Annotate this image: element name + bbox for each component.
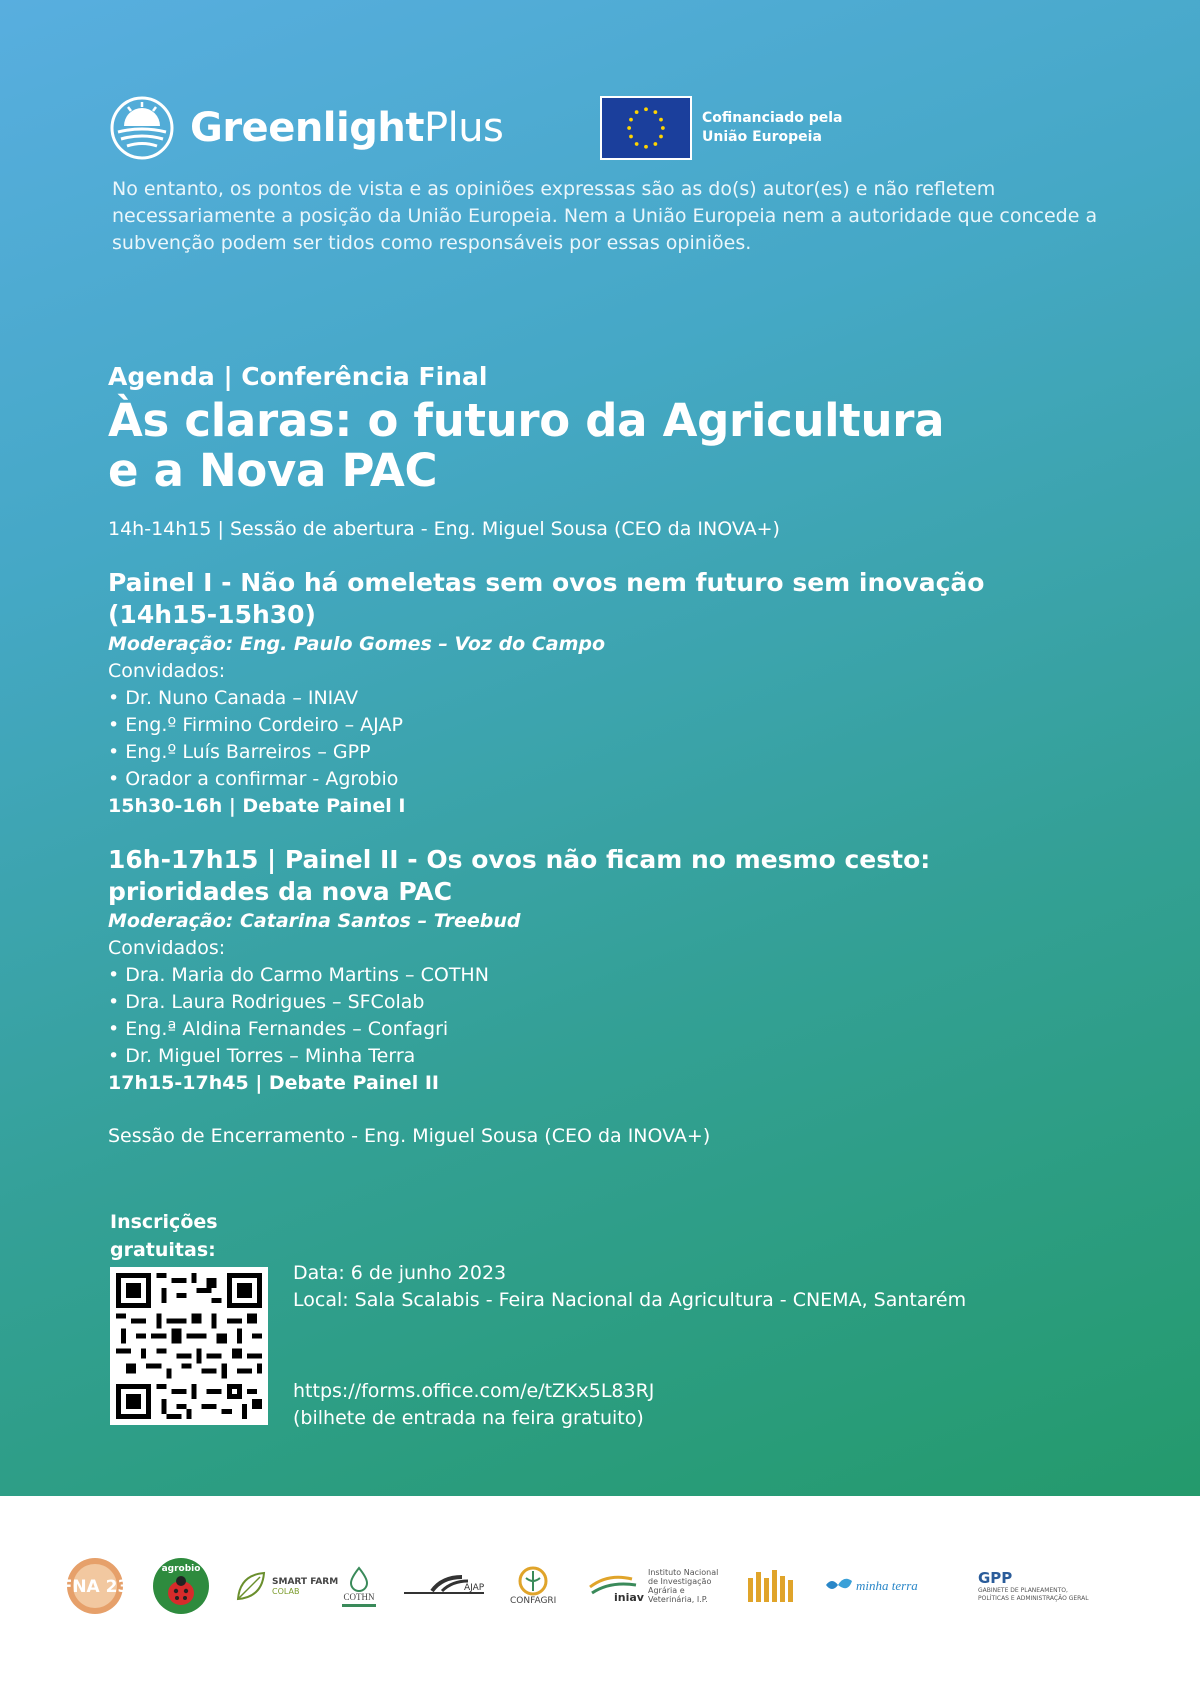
panel1-guest: • Dr. Nuno Canada – INIAV — [108, 687, 359, 709]
event-location: Local: Sala Scalabis - Feira Nacional da Agricultura - CNEMA, Santarém — [293, 1289, 967, 1311]
gpp-logo — [978, 1551, 1094, 1621]
panel2-moderation: Moderação: Catarina Santos – Treebud — [108, 910, 521, 932]
fna-logo — [60, 1551, 130, 1621]
confagri-circle-icon — [514, 1566, 552, 1596]
minhaterra-logo — [824, 1551, 918, 1621]
ajap-label: AJAP — [464, 1583, 485, 1593]
iniav-swoosh-icon — [588, 1569, 644, 1603]
leaf-icon — [234, 1569, 268, 1603]
registration-label-line2: gratuitas: — [110, 1239, 216, 1261]
fna-badge-icon — [60, 1557, 130, 1615]
iniav-logo — [588, 1551, 720, 1621]
panel1-guest: • Eng.º Luís Barreiros – GPP — [108, 741, 371, 763]
confagri-label: CONFAGRI — [510, 1596, 557, 1606]
sun-field-icon — [110, 96, 174, 160]
greenlightplus-logo — [110, 96, 503, 160]
panel1-title-line1: Painel I - Não há omeletas sem ovos nem futuro sem inovação — [108, 568, 985, 597]
smartfarm-logo — [234, 1551, 338, 1621]
panel1-title-line2: (14h15-15h30) — [108, 600, 316, 629]
panel2-guest: • Dra. Laura Rodrigues – SFColab — [108, 991, 425, 1013]
minhaterra-leaf-icon — [824, 1573, 854, 1599]
minhaterra-label: minha terra — [856, 1578, 918, 1593]
panel1-guest: • Orador a confirmar - Agrobio — [108, 768, 399, 790]
registration-note: (bilhete de entrada na feira gratuito) — [293, 1407, 644, 1429]
smartfarm-label: SMART FARM — [272, 1576, 339, 1587]
agrobio-label: agrobio — [161, 1564, 201, 1574]
partners-footer — [0, 1496, 1200, 1687]
cothn-drop-icon — [345, 1566, 373, 1592]
panel2-guest: • Dr. Miguel Torres – Minha Terra — [108, 1045, 416, 1067]
header — [110, 96, 1110, 166]
gpp-label: GPP — [978, 1569, 1013, 1587]
event-title-line1: Às claras: o futuro da Agricultura — [108, 394, 945, 447]
panel2-guest: • Eng.ª Aldina Fernandes – Confagri — [108, 1018, 449, 1040]
registration-label-line1: Inscrições — [110, 1211, 218, 1233]
fna-label: FNA 23 — [60, 1577, 130, 1597]
ajap-stripes-icon — [402, 1571, 486, 1601]
registration-url[interactable]: https://forms.office.com/e/tZKx5L83RJ — [293, 1380, 655, 1402]
ajap-logo — [402, 1551, 486, 1621]
event-title-line2: e a Nova PAC — [108, 444, 438, 497]
iniav-label: iniav — [614, 1591, 644, 1604]
agenda-overline: Agenda | Conferência Final — [108, 362, 488, 391]
panel2-title — [108, 844, 1148, 908]
ladybug-icon — [152, 1557, 210, 1615]
disclaimer: No entanto, os pontos de vista e as opiniões expressas são as do(s) autor(es) e não refletem necessariamente a posição da União Europeia. Nem a União Europeia nem a autoridade que concede a subvenção podem ser tidos como responsáveis por essas opiniões. — [112, 178, 1098, 254]
brand-name: GreenlightPlus — [190, 105, 504, 151]
gpp-desc: GABINETE DE PLANEAMENTO, POLÍTICAS E ADMINISTRAÇÃO GERAL — [978, 1587, 1089, 1602]
panel1-moderation: Moderação: Eng. Paulo Gomes – Voz do Campo — [108, 633, 606, 655]
panel2-title-line2: prioridades da nova PAC — [108, 877, 453, 906]
eu-flag-icon — [600, 96, 692, 160]
panel2-guests-label: Convidados: — [108, 937, 226, 959]
qr-code-icon — [116, 1273, 262, 1419]
agenda — [108, 360, 1148, 1150]
columns-icon — [746, 1568, 798, 1604]
eu-text-line1: Cofinanciado pela — [702, 110, 843, 126]
registration-link-block — [293, 1378, 654, 1432]
iniav-desc: Instituto Nacional de Investigação Agrária e Veterinária, I.P. — [648, 1568, 719, 1604]
closing-session: Sessão de Encerramento - Eng. Miguel Sousa (CEO da INOVA+) — [108, 1125, 711, 1147]
panel1-debate: 15h30-16h | Debate Painel I — [108, 795, 406, 817]
cothn-logo — [342, 1551, 376, 1621]
eu-cofunding-badge — [600, 96, 842, 160]
smartfarm-sub: COLAB — [272, 1586, 300, 1596]
panel2-debate: 17h15-17h45 | Debate Painel II — [108, 1072, 439, 1094]
event-info — [293, 1260, 966, 1314]
panel2-guest: • Dra. Maria do Carmo Martins – COTHN — [108, 964, 489, 986]
panel1-guests-label: Convidados: — [108, 660, 226, 682]
registration-label — [110, 1208, 250, 1264]
eu-text-line2: União Europeia — [702, 129, 822, 145]
panel2-title-line1: 16h-17h15 | Painel II - Os ovos não ficam no mesmo cesto: — [108, 845, 931, 874]
panel1-title — [108, 567, 1148, 631]
partner-logos — [60, 1551, 1146, 1621]
cothn-bar — [342, 1604, 376, 1607]
cothn-label: COTHN — [343, 1591, 375, 1602]
opening-session: 14h-14h15 | Sessão de abertura - Eng. Miguel Sousa (CEO da INOVA+) — [108, 518, 780, 540]
confagri-logo — [510, 1551, 556, 1621]
event-date: Data: 6 de junho 2023 — [293, 1262, 507, 1284]
registration-qr-code[interactable] — [110, 1267, 268, 1425]
event-title — [108, 396, 1148, 496]
columns-logo — [746, 1551, 798, 1621]
panel1-guest: • Eng.º Firmino Cordeiro – AJAP — [108, 714, 403, 736]
agrobio-logo — [152, 1551, 210, 1621]
